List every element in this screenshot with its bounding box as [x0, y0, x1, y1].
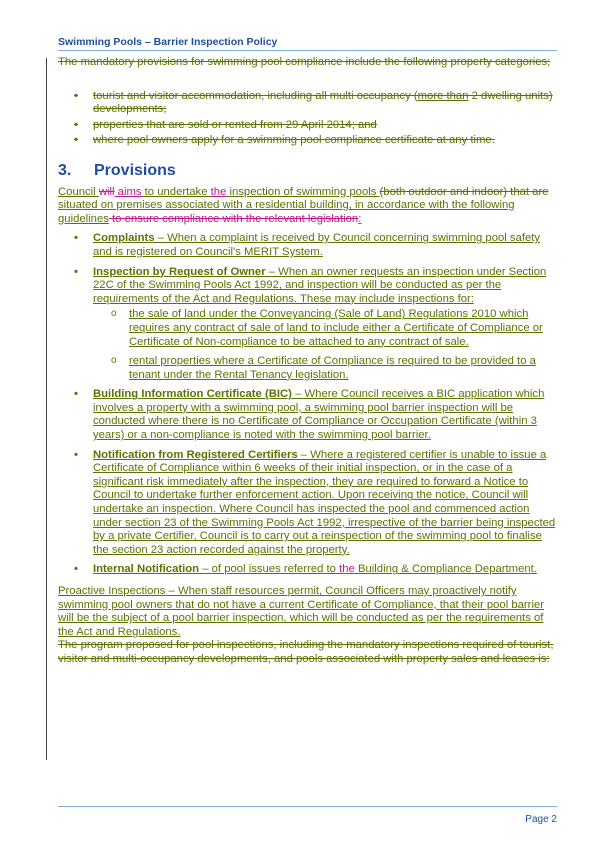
sublist-item: o the sale of land under the Conveyancing (Sale of Land) Regulations 2010 which requires any contract of sale of land to include either a Certificate of Compliance or Certificate of Non-compliance to be attached to any contract of sale. — [93, 308, 558, 349]
page-number: Page 2 — [525, 814, 557, 825]
list-item-owner-request: • Inspection by Request of Owner – When an owner requests an inspection under Section 22C of the Swimming Pools Act 1992, and inspection will be conducted as per the requirements of the Act and Regulations. These may include inspections for: o the sale of land under the Conveyancing (Sale of Land) Regulations 2010 which requires any contract of sale of land to include either a Certificate of Compliance or Certificate of Non-compliance to be attached to any contract of sale. o rental properties where a Certificate of Compliance is required to be provided to a tenant under the Rental Tenancy legislation. — [58, 266, 558, 383]
owner-request-sublist — [93, 308, 558, 382]
sublist-item: o rental properties where a Certificate of Compliance is required to be provided to a tenant under the Rental Tenancy legislation. — [93, 355, 558, 382]
list-item-complaints: • Complaints – When a complaint is received by Council concerning swimming pool safety and is registered on Council's MERIT System. — [58, 232, 558, 259]
footer-rule — [58, 806, 557, 807]
list-item: • where pool owners apply for a swimming pool compliance certificate at any time. — [58, 134, 558, 148]
list-item-bic: • Building Information Certificate (BIC) – Where Council receives a BIC application which involves a property with a swimming pool, a swimming pool barrier inspection will be conducted where there is no Certificate of Compliance or Occupation Certificate (within 3 years) or a non-compliance is noted with the swimming pool barrier. — [58, 388, 558, 442]
page-header: Swimming Pools – Barrier Inspection Policy — [58, 36, 278, 48]
list-item-internal: • Internal Notification – of pool issues referred to the Building & Compliance Department. — [58, 563, 558, 577]
proactive-paragraph: Proactive Inspections – When staff resources permit, Council Officers may proactively notify swimming pool owners that do not have a current Certificate of Compliance, that their pool barrier will be the subject of a pool barrier inspection, which will be conducted as per the requirements of the Act and Regulations. — [58, 585, 545, 638]
change-bar — [46, 58, 47, 760]
document-body — [58, 56, 558, 667]
list-item: • properties that are sold or rented from 29 April 2014; and — [58, 119, 558, 133]
inspection-types-list — [58, 232, 558, 577]
list-item: • tourist and visitor accommodation, including all multi occupancy (more than 2 dwelling units) developments; — [58, 90, 558, 117]
provisions-paragraph: Council will aims to undertake the inspection of swimming pools (both outdoor and indoor) that are situated on premises associated with a residential building, in accordance with the following guidelines to ensure compliance with the relevant legislation: — [58, 185, 549, 225]
deleted-category-list — [58, 90, 558, 148]
program-paragraph: The program proposed for pool inspections, including the mandatory inspections required of tourist, visitor and multi-occupancy developments, and pools associated with property sales and leases is: — [58, 639, 554, 665]
list-item-certifiers: • Notification from Registered Certifiers – Where a registered certifier is unable to issue a Certificate of Compliance within 6 weeks of their initial inspection, or in the case of a significant risk immediately after the inspection, they are required to forward a Notice to Council to undertake further enforcement action. Upon receiving the notice, Council will undertake an inspection. Where Council has inspected the pool and commenced action under section 23 of the Swimming Pools Act 1992, irrespective of the barrier being inspected by a private Certifier, Council is to carry out a reinspection of the swimming pool to finalise the section 23 action recorded against the property. — [58, 449, 558, 558]
section-heading: 3. Provisions — [58, 161, 176, 179]
intro-paragraph: The mandatory provisions for swimming pool compliance include the following property categories; — [58, 56, 551, 68]
header-rule — [58, 50, 557, 51]
